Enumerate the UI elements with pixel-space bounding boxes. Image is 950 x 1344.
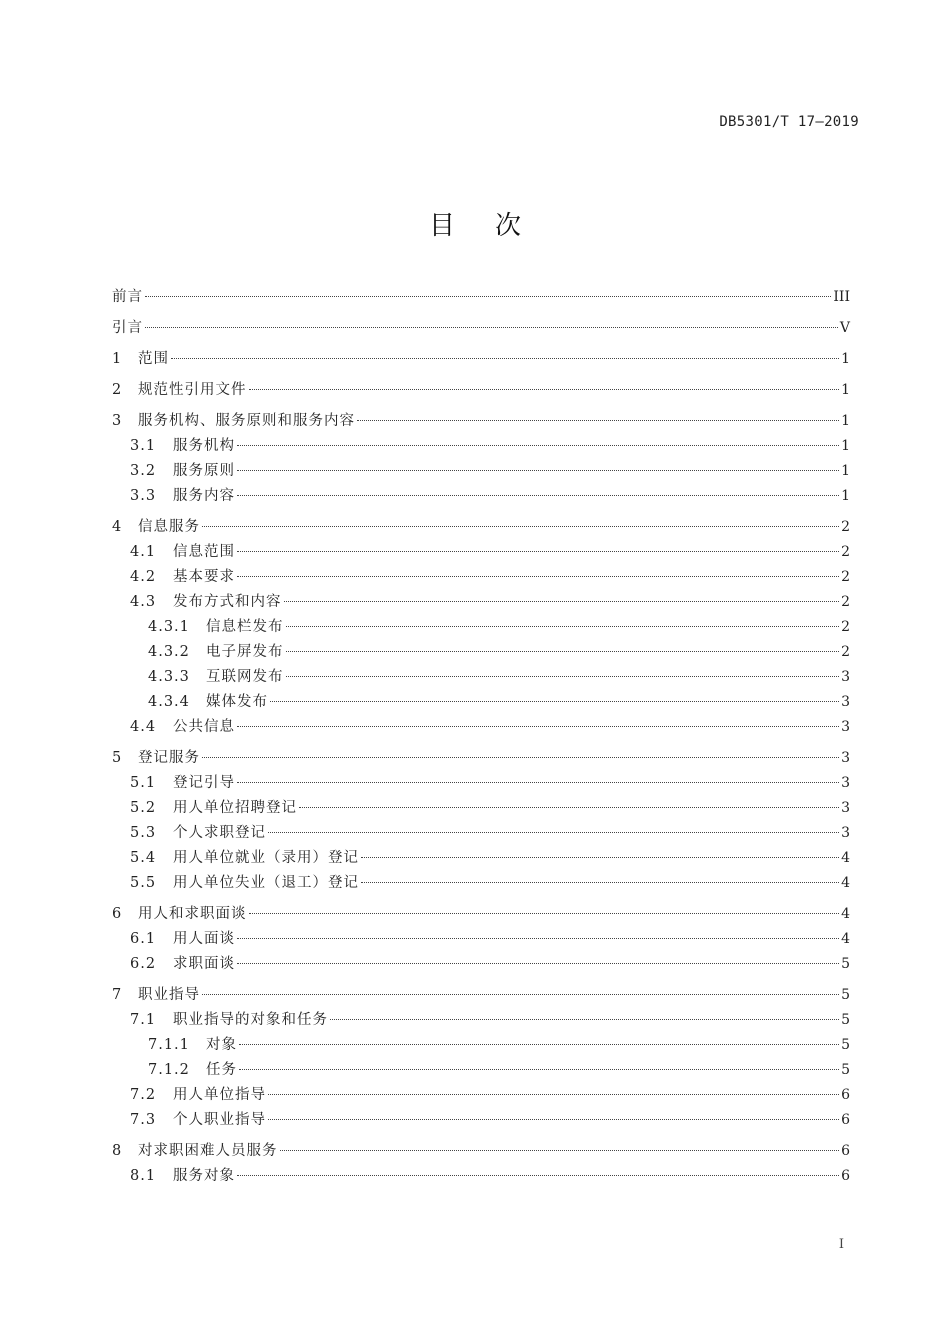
toc-entry[interactable] — [112, 640, 850, 665]
toc-entry-number: 4.3.2 — [148, 644, 190, 660]
page-number: I — [838, 1237, 844, 1252]
toc-entry-number: 4.4 — [130, 719, 157, 735]
toc-entry-page: 1 — [841, 413, 850, 429]
page-title: 目次 — [428, 211, 561, 241]
toc-entry-number: 4.3.1 — [148, 619, 190, 635]
document-code: DB5301/T 17—2019 — [719, 114, 859, 130]
toc-dot-leader — [249, 389, 840, 390]
toc-dot-leader — [286, 651, 840, 652]
toc-entry-title: 规范性引用文件 — [138, 382, 247, 398]
toc-entry-title: 基本要求 — [173, 569, 235, 585]
toc-entry-page: 2 — [841, 519, 850, 535]
toc-entry[interactable] — [112, 902, 850, 927]
toc-entry[interactable] — [112, 1008, 850, 1033]
toc-entry-page: 1 — [841, 463, 850, 479]
toc-entry-title: 登记服务 — [138, 750, 200, 766]
toc-entry[interactable] — [112, 746, 850, 771]
toc-entry-page: 5 — [841, 1012, 850, 1028]
toc-entry-page: 6 — [841, 1143, 850, 1159]
toc-dot-leader — [237, 1175, 839, 1176]
toc-dot-leader — [239, 1069, 839, 1070]
toc-entry[interactable] — [112, 871, 850, 896]
toc-entry-number: 4.3 — [130, 594, 157, 610]
toc-entry-page: 4 — [841, 875, 850, 891]
toc-entry-title: 对求职困难人员服务 — [138, 1143, 278, 1159]
toc-entry-number: 7.3 — [130, 1112, 157, 1128]
toc-entry-title: 媒体发布 — [206, 694, 268, 710]
toc-entry-number: 8.1 — [130, 1168, 157, 1184]
toc-entry[interactable] — [112, 409, 850, 434]
toc-entry-title: 互联网发布 — [206, 669, 284, 685]
toc-entry-page: 2 — [841, 544, 850, 560]
toc-entry-title: 任务 — [206, 1062, 237, 1078]
toc-entry[interactable] — [112, 540, 850, 565]
toc-dot-leader — [286, 676, 840, 677]
toc-entry-number: 7.1 — [130, 1012, 157, 1028]
toc-entry-number: 4.1 — [130, 544, 157, 560]
toc-entry-title: 求职面谈 — [173, 956, 235, 972]
toc-dot-leader — [145, 327, 838, 328]
toc-entry-title: 服务对象 — [173, 1168, 235, 1184]
toc-entry-title: 信息栏发布 — [206, 619, 284, 635]
toc-entry-page: 1 — [841, 351, 850, 367]
toc-entry[interactable] — [112, 285, 850, 310]
toc-entry-page: 3 — [841, 669, 850, 685]
toc-entry-number: 7.1.2 — [148, 1062, 190, 1078]
toc-entry-title: 登记引导 — [173, 775, 235, 791]
toc-list — [112, 285, 850, 1189]
toc-entry[interactable] — [112, 1033, 850, 1058]
toc-dot-leader — [237, 782, 839, 783]
toc-entry-number: 7 — [112, 987, 123, 1003]
toc-entry[interactable] — [112, 665, 850, 690]
toc-dot-leader — [237, 470, 839, 471]
toc-entry-title: 用人面谈 — [173, 931, 235, 947]
toc-entry[interactable] — [112, 715, 850, 740]
toc-entry[interactable] — [112, 347, 850, 372]
toc-dot-leader — [268, 1119, 839, 1120]
toc-entry[interactable] — [112, 515, 850, 540]
toc-entry-number: 3.1 — [130, 438, 157, 454]
toc-entry[interactable] — [112, 590, 850, 615]
toc-entry[interactable] — [112, 846, 850, 871]
toc-entry-number: 5.3 — [130, 825, 157, 841]
toc-dot-leader — [202, 994, 839, 995]
toc-entry-title: 服务原则 — [173, 463, 235, 479]
toc-entry-page: 1 — [841, 382, 850, 398]
toc-entry-title: 服务机构、服务原则和服务内容 — [138, 413, 355, 429]
toc-entry[interactable] — [112, 434, 850, 459]
toc-entry-title: 用人和求职面谈 — [138, 906, 247, 922]
toc-entry-number: 5 — [112, 750, 123, 766]
toc-entry-page: 5 — [841, 1037, 850, 1053]
toc-entry-number: 5.5 — [130, 875, 157, 891]
toc-entry-title: 用人单位失业（退工）登记 — [173, 875, 359, 891]
toc-dot-leader — [361, 882, 839, 883]
toc-entry-title: 个人职业指导 — [173, 1112, 266, 1128]
toc-dot-leader — [237, 576, 839, 577]
toc-entry-number: 5.2 — [130, 800, 157, 816]
toc-entry-title: 公共信息 — [173, 719, 235, 735]
toc-entry-title: 对象 — [206, 1037, 237, 1053]
toc-entry-number: 7.1.1 — [148, 1037, 190, 1053]
toc-dot-leader — [202, 526, 839, 527]
toc-dot-leader — [286, 626, 840, 627]
toc-entry[interactable] — [112, 952, 850, 977]
toc-dot-leader — [237, 495, 839, 496]
toc-entry-page: 3 — [841, 750, 850, 766]
toc-dot-leader — [270, 701, 839, 702]
toc-entry[interactable] — [112, 796, 850, 821]
toc-entry-title: 服务机构 — [173, 438, 235, 454]
toc-dot-leader — [145, 296, 831, 297]
toc-entry-title: 服务内容 — [173, 488, 235, 504]
toc-entry[interactable] — [112, 1164, 850, 1189]
toc-entry-page: 3 — [841, 719, 850, 735]
toc-entry-number: 3.3 — [130, 488, 157, 504]
toc-entry-number: 7.2 — [130, 1087, 157, 1103]
toc-entry-number: 3 — [112, 413, 123, 429]
toc-entry-title: 引言 — [112, 320, 143, 336]
toc-dot-leader — [268, 1094, 839, 1095]
toc-entry-number: 6 — [112, 906, 123, 922]
toc-entry[interactable] — [112, 1058, 850, 1083]
toc-dot-leader — [237, 445, 839, 446]
toc-entry-page: 3 — [841, 694, 850, 710]
toc-entry[interactable] — [112, 378, 850, 403]
toc-entry-number: 5.4 — [130, 850, 157, 866]
toc-entry-page: 2 — [841, 644, 850, 660]
toc-entry-title: 前言 — [112, 289, 143, 305]
toc-entry[interactable] — [112, 927, 850, 952]
toc-dot-leader — [361, 857, 839, 858]
toc-entry-number: 2 — [112, 382, 123, 398]
toc-entry-page: 6 — [841, 1087, 850, 1103]
toc-entry-page: 4 — [841, 906, 850, 922]
toc-entry-page: 3 — [841, 825, 850, 841]
toc-entry-title: 电子屏发布 — [206, 644, 284, 660]
toc-entry-number: 4.3.3 — [148, 669, 190, 685]
toc-entry-page: 1 — [841, 438, 850, 454]
toc-entry-number: 6.1 — [130, 931, 157, 947]
toc-dot-leader — [239, 1044, 839, 1045]
toc-entry-number: 4 — [112, 519, 123, 535]
toc-dot-leader — [237, 963, 839, 964]
toc-dot-leader — [171, 358, 839, 359]
toc-entry-title: 发布方式和内容 — [173, 594, 282, 610]
toc-dot-leader — [330, 1019, 839, 1020]
toc-entry-number: 1 — [112, 351, 123, 367]
toc-dot-leader — [280, 1150, 840, 1151]
toc-entry-number: 4.3.4 — [148, 694, 190, 710]
toc-entry-page: 6 — [841, 1168, 850, 1184]
toc-entry[interactable] — [112, 615, 850, 640]
toc-dot-leader — [202, 757, 839, 758]
toc-entry-page: 5 — [841, 987, 850, 1003]
toc-entry-title: 用人单位招聘登记 — [173, 800, 297, 816]
toc-entry-number: 8 — [112, 1143, 123, 1159]
toc-entry-page: 4 — [841, 931, 850, 947]
toc-entry[interactable] — [112, 1139, 850, 1164]
toc-dot-leader — [237, 726, 839, 727]
toc-entry-page: 3 — [841, 800, 850, 816]
toc-dot-leader — [357, 420, 839, 421]
toc-entry-page: 6 — [841, 1112, 850, 1128]
toc-entry-page: 2 — [841, 619, 850, 635]
toc-entry-title: 信息范围 — [173, 544, 235, 560]
toc-entry-title: 个人求职登记 — [173, 825, 266, 841]
toc-entry[interactable] — [112, 1108, 850, 1133]
toc-entry-title: 信息服务 — [138, 519, 200, 535]
toc-dot-leader — [249, 913, 840, 914]
toc-dot-leader — [237, 938, 839, 939]
toc-entry[interactable] — [112, 690, 850, 715]
toc-entry-title: 职业指导的对象和任务 — [173, 1012, 328, 1028]
toc-entry[interactable] — [112, 771, 850, 796]
toc-entry[interactable] — [112, 484, 850, 509]
toc-entry-title: 用人单位指导 — [173, 1087, 266, 1103]
toc-entry[interactable] — [112, 821, 850, 846]
toc-dot-leader — [299, 807, 839, 808]
toc-entry-number: 4.2 — [130, 569, 157, 585]
toc-dot-leader — [268, 832, 839, 833]
toc-entry-page: 4 — [841, 850, 850, 866]
toc-entry[interactable] — [112, 316, 850, 341]
toc-entry-page: 3 — [841, 775, 850, 791]
toc-entry-title: 范围 — [138, 351, 169, 367]
toc-entry-number: 3.2 — [130, 463, 157, 479]
toc-entry-title: 职业指导 — [138, 987, 200, 1003]
toc-entry-page: 2 — [841, 569, 850, 585]
toc-entry-page: 2 — [841, 594, 850, 610]
toc-entry-page: 5 — [841, 956, 850, 972]
toc-entry-page: 1 — [841, 488, 850, 504]
toc-entry-number: 6.2 — [130, 956, 157, 972]
toc-entry-number: 5.1 — [130, 775, 157, 791]
toc-entry-page: 5 — [841, 1062, 850, 1078]
toc-dot-leader — [284, 601, 840, 602]
toc-dot-leader — [237, 551, 839, 552]
toc-entry-page: III — [833, 289, 850, 305]
toc-entry[interactable] — [112, 459, 850, 484]
toc-entry[interactable] — [112, 1083, 850, 1108]
toc-entry-page: V — [839, 320, 850, 336]
toc-entry[interactable] — [112, 565, 850, 590]
toc-entry-title: 用人单位就业（录用）登记 — [173, 850, 359, 866]
toc-entry[interactable] — [112, 983, 850, 1008]
